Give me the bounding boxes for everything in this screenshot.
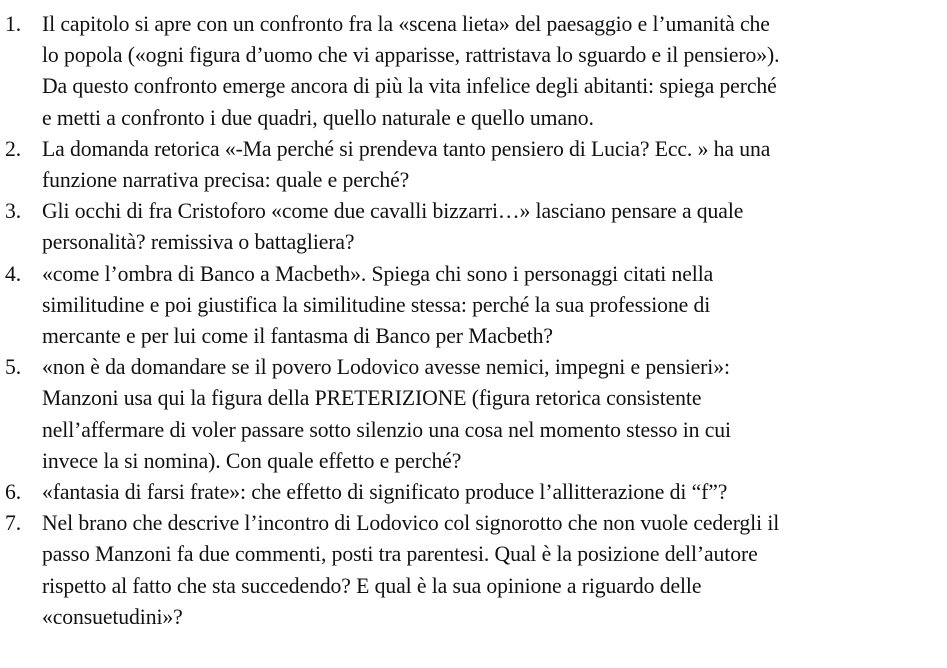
question-text-line: Gli occhi di fra Cristoforo «come due cavalli bizzarri…» lasciano pensare a quale (42, 199, 744, 224)
question-text-line: personalità? remissiva o battagliera? (42, 230, 355, 255)
question-text-line: Manzoni usa qui la figura della PRETERIZIONE (figura retorica consistente (42, 386, 702, 411)
question-item-5 (5, 352, 941, 477)
question-item-2 (5, 134, 941, 196)
question-list (5, 9, 941, 633)
question-number: 4. (5, 261, 22, 286)
question-text-line: Il capitolo si apre con un confronto fra la «scena lieta» del paesaggio e l’umanità che (42, 12, 770, 36)
question-text-line: mercante e per lui come il fantasma di Banco per Macbeth? (42, 324, 553, 349)
question-text-line: passo Manzoni fa due commenti, posti tra parentesi. Qual è la posizione dell’autore (42, 542, 758, 567)
question-item-4 (5, 259, 941, 353)
question-text-line: lo popola («ogni figura d’uomo che vi apparisse, rattristava lo sguardo e il pensiero»). (42, 43, 780, 68)
question-number: 1. (5, 12, 22, 36)
question-number: 7. (5, 511, 22, 536)
question-item-1 (5, 9, 941, 134)
question-text-line: rispetto al fatto che sta succedendo? E qual è la sua opinione a riguardo delle (42, 573, 702, 598)
question-text-line: Nel brano che descrive l’incontro di Lodovico col signorotto che non vuole cedergli il (42, 511, 780, 536)
question-number: 3. (5, 199, 22, 224)
question-text-line: similitudine e poi giustifica la similitudine stessa: perché la sua professione di (42, 292, 711, 317)
question-text-line: nell’affermare di voler passare sotto silenzio una cosa nel momento stesso in cui (42, 417, 731, 442)
question-text-line: Da questo confronto emerge ancora di più la vita infelice degli abitanti: spiega perché (42, 74, 777, 99)
question-item-3 (5, 196, 941, 258)
question-text-line: «fantasia di farsi frate»: che effetto di significato produce l’allitterazione di “f”? (42, 480, 728, 505)
question-text-line: «come l’ombra di Banco a Macbeth». Spiega chi sono i personaggi citati nella (42, 261, 714, 286)
question-text-line: e metti a confronto i due quadri, quello naturale e quello umano. (42, 105, 594, 130)
question-number: 6. (5, 480, 22, 505)
question-item-7 (5, 508, 941, 633)
question-text-line: «consuetudini»? (42, 604, 183, 629)
question-number: 5. (5, 355, 22, 380)
question-text-line: funzione narrativa precisa: quale e perché? (42, 168, 410, 193)
question-text-line: La domanda retorica «-Ma perché si prendeva tanto pensiero di Lucia? Ecc. » ha una (42, 136, 771, 161)
question-number: 2. (5, 136, 22, 161)
question-text-line: invece la si nomina). Con quale effetto e perché? (42, 448, 462, 473)
question-text-line: «non è da domandare se il povero Lodovico avesse nemici, impegni e pensieri»: (42, 355, 730, 380)
question-item-6 (5, 477, 941, 508)
